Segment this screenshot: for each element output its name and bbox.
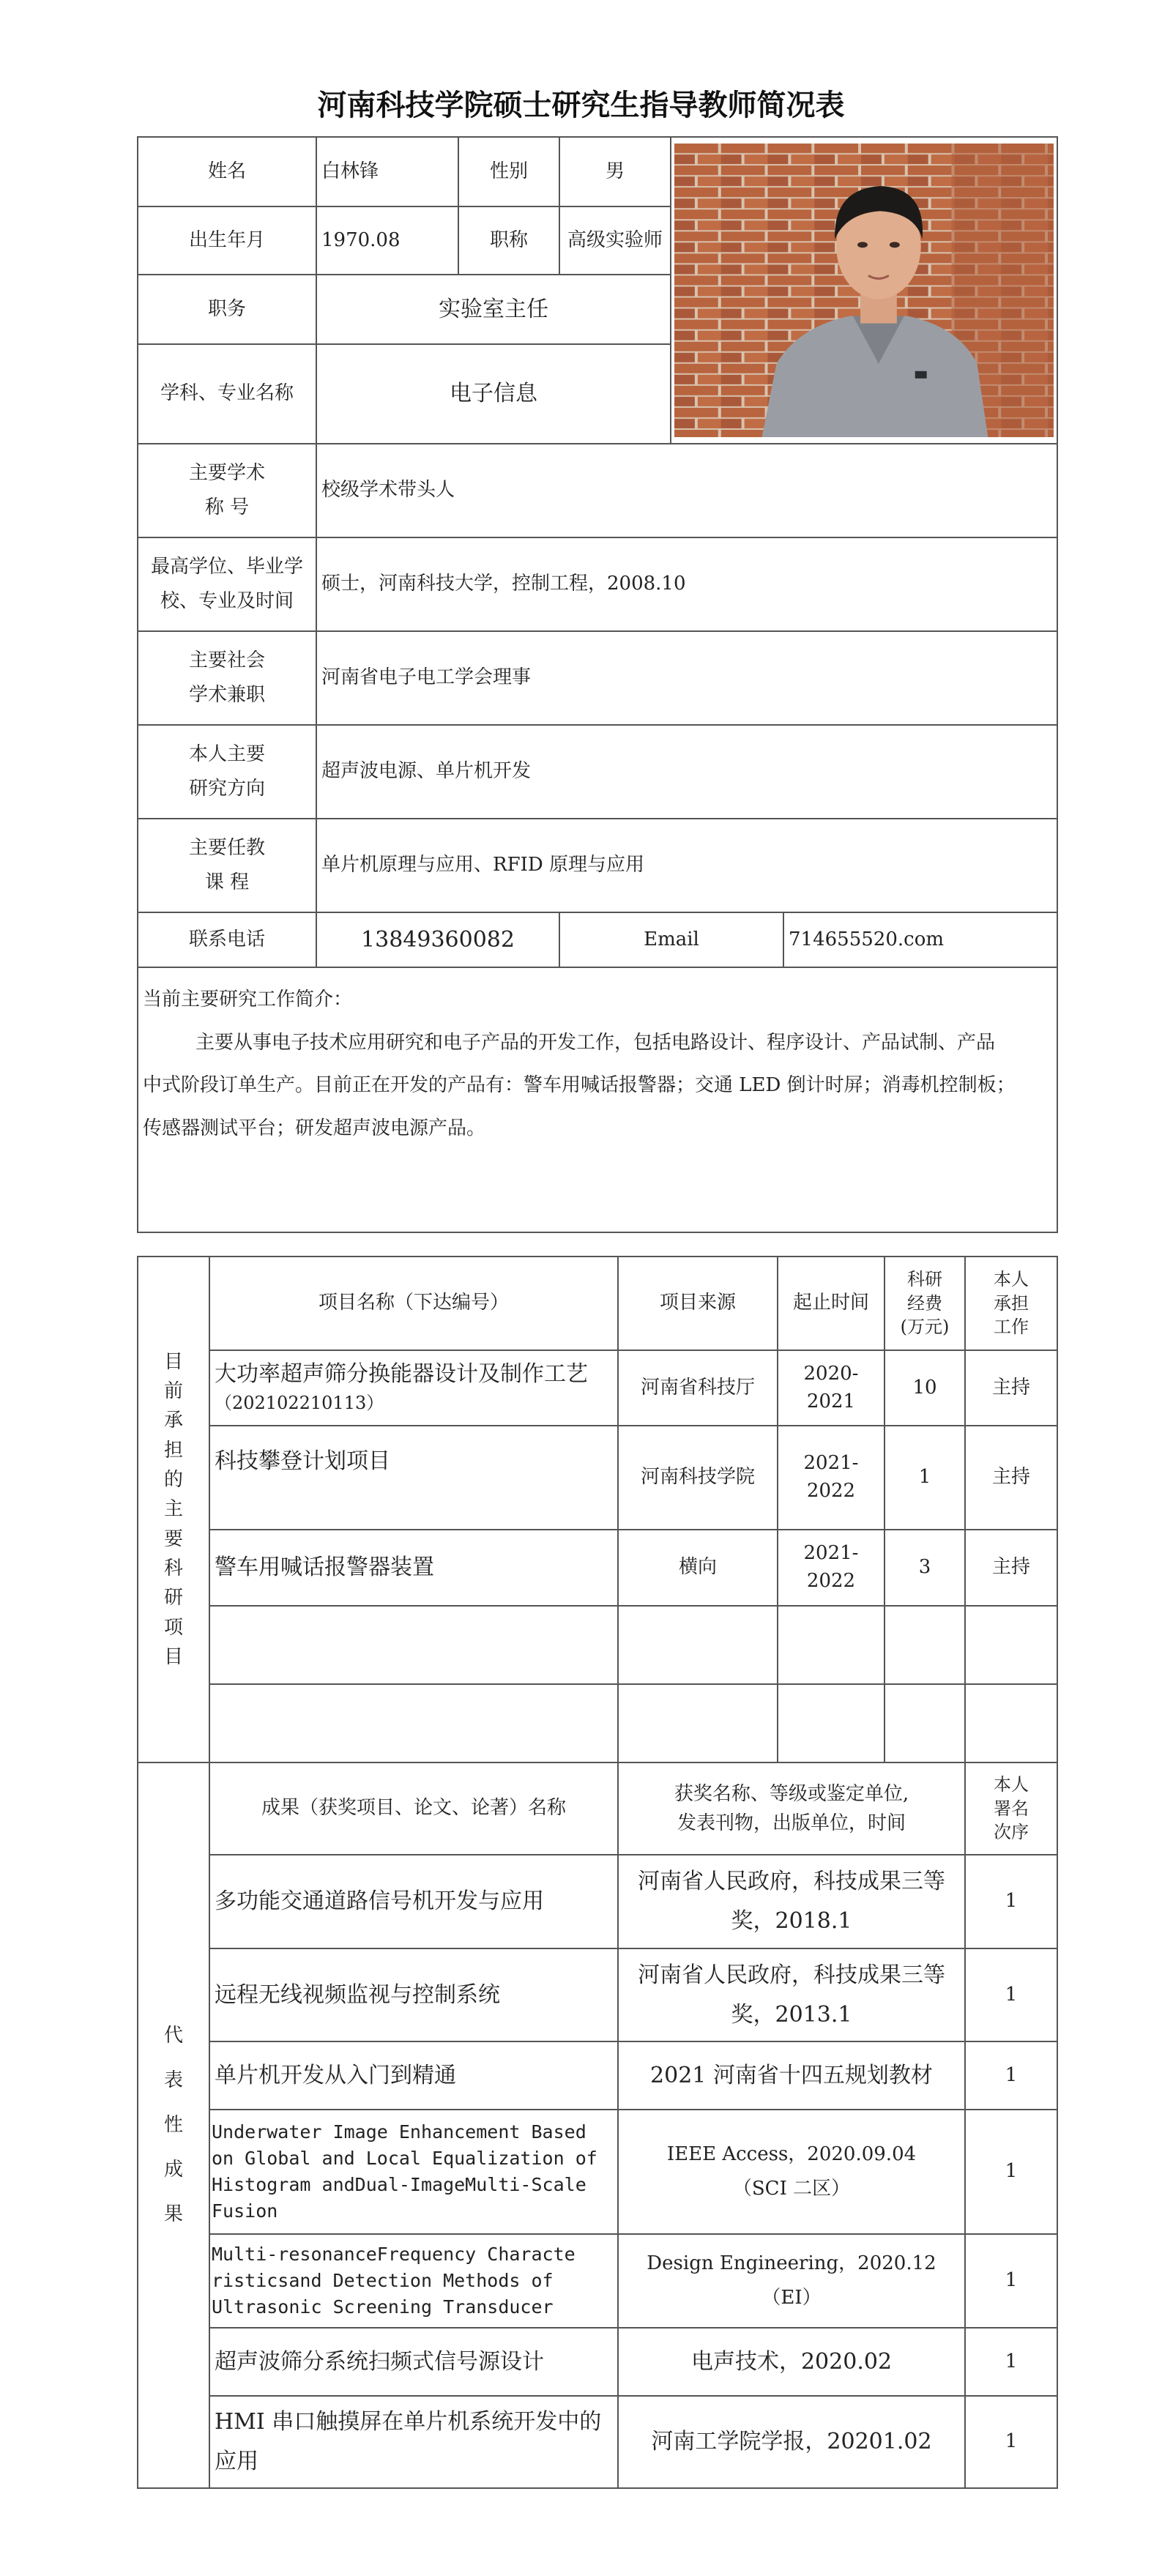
project-row — [138, 1530, 1057, 1606]
empty-cell — [965, 1606, 1057, 1684]
name-value: 白林锋 — [316, 137, 458, 206]
achievement-name: 远程无线视频监视与控制系统 — [209, 1948, 618, 2041]
empty-cell — [209, 1606, 618, 1684]
intro-line-1: 主要从事电子技术应用研究和电子产品的开发工作，包括电路设计、程序设计、产品试制、产品 — [195, 1031, 996, 1054]
achievements-side-label — [138, 1762, 209, 2488]
research-intro — [138, 967, 1057, 1232]
achievements-side-char: 成 — [163, 2159, 183, 2181]
role-header-line2: 承担 — [994, 1292, 1029, 1314]
research-label — [138, 725, 316, 819]
award-line1: 河南省人民政府，科技成果三等 — [638, 1962, 945, 1988]
award-line2: （EI） — [761, 2287, 822, 2309]
projects-side-char: 项 — [163, 1616, 183, 1639]
achievement-award — [618, 1948, 965, 2041]
phone-label: 联系电话 — [138, 912, 316, 967]
achievement-name-line2: on Global and Local Equalization of — [212, 2147, 597, 2169]
achievements-side-char: 果 — [163, 2203, 183, 2226]
birth-value: 1970.08 — [316, 206, 458, 275]
academic-title-label-line1: 主要学术 — [188, 462, 265, 485]
intro-line-3: 传感器测试平台；研发超声波电源产品。 — [143, 1117, 486, 1139]
achievement-name-line3: Ultrasonic Screening Transducer — [212, 2296, 554, 2318]
achievement-name — [209, 2110, 618, 2234]
achievement-name — [209, 2396, 618, 2488]
award-line1: 河南省人民政府，科技成果三等 — [638, 1869, 945, 1894]
projects-side-char: 目 — [163, 1645, 183, 1668]
achievement-row — [138, 1855, 1057, 1948]
degree-label — [138, 537, 316, 631]
position-value: 实验室主任 — [316, 275, 671, 344]
projects-side-char: 主 — [163, 1498, 183, 1521]
projects-side-char: 前 — [163, 1380, 183, 1403]
gender-label: 性别 — [458, 137, 559, 206]
project-row-empty — [138, 1684, 1057, 1762]
degree-label-line2: 校、专业及时间 — [160, 590, 294, 612]
gender-value: 男 — [559, 137, 671, 206]
academic-title-label-line2: 称 号 — [204, 496, 250, 518]
projects-side-char: 担 — [163, 1439, 183, 1462]
achievement-row — [138, 2110, 1057, 2234]
discipline-value: 电子信息 — [316, 344, 671, 444]
courses-label-line1: 主要任教 — [188, 837, 265, 860]
empty-cell — [778, 1606, 884, 1684]
achievements-side-char: 代 — [163, 2024, 183, 2047]
rank-label: 职称 — [458, 206, 559, 275]
role-header-line1: 本人 — [994, 1269, 1029, 1290]
email-value: 714655520.com — [783, 912, 1057, 967]
intro-heading: 当前主要研究工作简介： — [143, 989, 353, 1010]
empty-cell — [209, 1684, 618, 1762]
achievement-order: 1 — [965, 2110, 1057, 2234]
project-funds: 10 — [884, 1350, 965, 1426]
phone-value: 13849360082 — [316, 912, 559, 967]
achievement-row — [138, 2041, 1057, 2110]
project-name: 科技攀登计划项目 — [209, 1426, 618, 1530]
project-funds: 1 — [884, 1426, 965, 1530]
rank-value: 高级实验师 — [559, 206, 671, 275]
achievement-name-line3: Histogram andDual-ImageMulti-Scale — [212, 2174, 586, 2195]
projects-side-label — [138, 1257, 209, 1762]
email-label: Email — [559, 912, 783, 967]
role-header-line3: 工作 — [994, 1317, 1029, 1338]
portrait-photo — [674, 144, 1054, 437]
projects-header-period: 起止时间 — [778, 1257, 884, 1350]
achievement-award: 河南工学院学报，20201.02 — [618, 2396, 965, 2488]
projects-side-char: 的 — [163, 1469, 183, 1492]
social-value: 河南省电子电工学会理事 — [316, 631, 1057, 725]
project-row — [138, 1350, 1057, 1426]
achievement-name-line1: Underwater Image Enhancement Based — [212, 2121, 586, 2143]
award-line1: IEEE Access，2020.09.04 — [666, 2143, 917, 2166]
achievement-name-line1: HMI 串口触摸屏在单片机系统开发中的 — [215, 2409, 602, 2435]
achievement-award: 2021 河南省十四五规划教材 — [618, 2041, 965, 2110]
achievement-row — [138, 2396, 1057, 2488]
project-name — [209, 1350, 618, 1426]
achievement-name: 单片机开发从入门到精通 — [209, 2041, 618, 2110]
order-header-line2: 署名 — [994, 1798, 1029, 1819]
photo-cell — [671, 137, 1057, 444]
achievement-row — [138, 2328, 1057, 2396]
award-header-line2: 发表刊物，出版单位，时间 — [677, 1812, 906, 1834]
empty-cell — [618, 1606, 778, 1684]
project-role: 主持 — [965, 1426, 1057, 1530]
project-source: 河南科技学院 — [618, 1426, 778, 1530]
empty-cell — [884, 1684, 965, 1762]
courses-label-line2: 课 程 — [204, 871, 250, 893]
order-header-line1: 本人 — [994, 1774, 1029, 1795]
achievements-side-char: 表 — [163, 2069, 183, 2091]
achievement-name-line4: Fusion — [212, 2200, 278, 2222]
award-line1: Design Engineering，2020.12 — [647, 2252, 936, 2275]
projects-side-char: 要 — [163, 1527, 183, 1550]
award-header-line1: 获奖名称、等级或鉴定单位, — [674, 1782, 909, 1805]
achievement-award: 电声技术，2020.02 — [618, 2328, 965, 2396]
empty-cell — [618, 1684, 778, 1762]
courses-label — [138, 819, 316, 912]
achievements-side-char: 性 — [163, 2113, 183, 2136]
achievement-award — [618, 2110, 965, 2234]
discipline-label: 学科、专业名称 — [138, 344, 316, 444]
projects-header-name: 项目名称（下达编号） — [209, 1257, 618, 1350]
projects-side-char: 承 — [163, 1410, 183, 1432]
funds-header-line1: 科研 — [907, 1269, 942, 1290]
achievement-name — [209, 2234, 618, 2328]
portrait-image — [674, 144, 1054, 437]
project-name: 警车用喊话报警器装置 — [209, 1530, 618, 1606]
achievement-name: 多功能交通道路信号机开发与应用 — [209, 1855, 618, 1948]
order-header-line3: 次序 — [994, 1822, 1029, 1843]
page-title: 河南科技学院硕士研究生指导教师简况表 — [317, 89, 845, 122]
achievement-name-line2: risticsand Detection Methods of — [212, 2269, 554, 2291]
project-title: 大功率超声筛分换能器设计及制作工艺 — [215, 1361, 588, 1387]
project-source: 横向 — [618, 1530, 778, 1606]
projects-header-source: 项目来源 — [618, 1257, 778, 1350]
achievement-order: 1 — [965, 2041, 1057, 2110]
achievement-order: 1 — [965, 2234, 1057, 2328]
achievement-order: 1 — [965, 2328, 1057, 2396]
achievement-row — [138, 1948, 1057, 2041]
social-label-line2: 学术兼职 — [188, 684, 265, 706]
project-row — [138, 1426, 1057, 1530]
courses-value: 单片机原理与应用、RFID 原理与应用 — [316, 819, 1057, 912]
social-label-line1: 主要社会 — [188, 649, 265, 672]
research-value: 超声波电源、单片机开发 — [316, 725, 1057, 819]
achievement-award — [618, 2234, 965, 2328]
project-funds: 3 — [884, 1530, 965, 1606]
research-label-line1: 本人主要 — [188, 743, 265, 766]
project-row-empty — [138, 1606, 1057, 1684]
empty-cell — [965, 1684, 1057, 1762]
achievements-header-name: 成果（获奖项目、论文、论著）名称 — [209, 1762, 618, 1855]
academic-title-value: 校级学术带头人 — [316, 444, 1057, 537]
project-role: 主持 — [965, 1530, 1057, 1606]
intro-line-2: 中式阶段订单生产。目前正在开发的产品有：警车用喊话报警器；交通 LED 倒计时屏；消毒机控制板； — [143, 1074, 1016, 1096]
project-period: 2020-2021 — [778, 1350, 884, 1426]
award-line2: （SCI 二区） — [732, 2178, 851, 2200]
projects-achievements-table — [137, 1256, 1058, 2489]
projects-header-funds — [884, 1257, 965, 1350]
project-period: 2021-2022 — [778, 1530, 884, 1606]
award-line2: 奖，2013.1 — [731, 2001, 852, 2028]
achievement-row — [138, 2234, 1057, 2328]
social-label — [138, 631, 316, 725]
degree-label-line1: 最高学位、毕业学 — [150, 556, 303, 578]
achievements-header-order — [965, 1762, 1057, 1855]
funds-header-line2: 经费 — [907, 1292, 942, 1314]
achievement-order: 1 — [965, 1948, 1057, 2041]
funds-header-line3: (万元) — [900, 1317, 950, 1338]
achievement-name-line2: 应用 — [215, 2449, 258, 2474]
projects-header-role — [965, 1257, 1057, 1350]
achievements-header-award — [618, 1762, 965, 1855]
name-label: 姓名 — [138, 137, 316, 206]
empty-cell — [884, 1606, 965, 1684]
achievement-order: 1 — [965, 2396, 1057, 2488]
birth-label: 出生年月 — [138, 206, 316, 275]
project-role: 主持 — [965, 1350, 1057, 1426]
achievement-name-line1: Multi-resonanceFrequency Characte — [212, 2243, 576, 2265]
project-period: 2021-2022 — [778, 1426, 884, 1530]
degree-value: 硕士，河南科技大学，控制工程，2008.10 — [316, 537, 1057, 631]
research-label-line2: 研究方向 — [188, 778, 265, 800]
achievement-award — [618, 1855, 965, 1948]
project-source: 河南省科技厅 — [618, 1350, 778, 1426]
projects-side-char: 研 — [163, 1587, 183, 1609]
projects-side-char: 科 — [163, 1557, 183, 1579]
empty-cell — [778, 1684, 884, 1762]
project-code: （202102210113） — [215, 1392, 384, 1413]
profile-table — [137, 136, 1058, 1233]
projects-side-char: 目 — [163, 1350, 183, 1373]
award-line2: 奖，2018.1 — [731, 1908, 852, 1934]
academic-title-label — [138, 444, 316, 537]
position-label: 职务 — [138, 275, 316, 344]
achievement-name: 超声波筛分系统扫频式信号源设计 — [209, 2328, 618, 2396]
achievement-order: 1 — [965, 1855, 1057, 1948]
